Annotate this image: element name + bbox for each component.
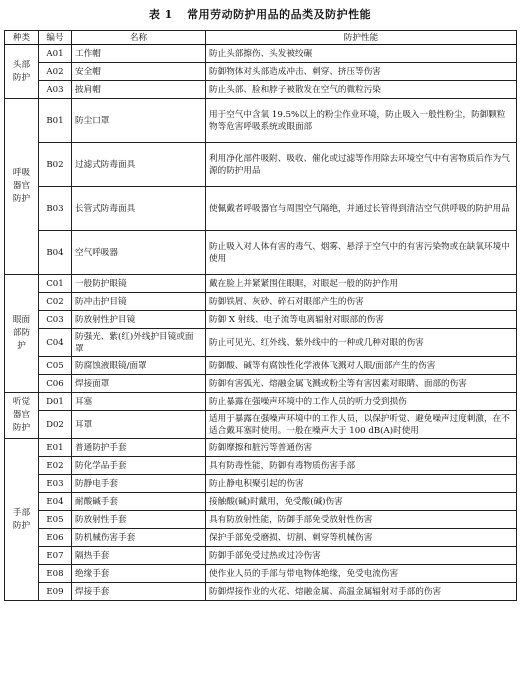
table-row	[5, 99, 517, 143]
code-cell: E05	[39, 511, 72, 529]
description-cell: 利用净化部件吸附、吸收、催化或过滤等作用除去环境空气中有害物质后作为气源的防护用品	[206, 143, 517, 187]
description-cell: 防御 X 射线、电子流等电离辐射对眼部的伤害	[206, 311, 517, 329]
table-row	[5, 439, 517, 457]
table-row	[5, 187, 517, 231]
table-row	[5, 329, 517, 357]
name-cell: 防化学品手套	[72, 457, 206, 475]
table-caption: 常用劳动防护用品的品类及防护性能	[187, 8, 372, 21]
description-cell: 防御焊接作业的火花、熔融金属、高温金属辐射对手部的伤害	[206, 583, 517, 601]
code-cell: E01	[39, 439, 72, 457]
description-cell: 防御有害弧光、熔融金属飞溅或粉尘等有害因素对眼睛、面部的伤害	[206, 375, 517, 393]
name-cell: 隔热手套	[72, 547, 206, 565]
description-cell: 接触酸(碱)时戴用，免受酸(碱)伤害	[206, 493, 517, 511]
name-cell: 空气呼吸器	[72, 231, 206, 275]
category-cell: 听觉器官防护	[5, 393, 39, 439]
category-cell: 呼吸器官防护	[5, 99, 39, 275]
description-cell: 保护手部免受磨损、切割、刺穿等机械伤害	[206, 529, 517, 547]
table-row	[5, 529, 517, 547]
category-cell: 眼面部防护	[5, 275, 39, 393]
name-cell: 过滤式防毒面具	[72, 143, 206, 187]
name-cell: 绝缘手套	[72, 565, 206, 583]
description-cell: 具有防毒性能，防御有毒物质伤害手部	[206, 457, 517, 475]
table-row	[5, 81, 517, 99]
description-cell: 防御酸、碱等有腐蚀性化学液体飞溅对人眼/面部产生的伤害	[206, 357, 517, 375]
description-cell: 适用于暴露在强噪声环境中的工作人员，以保护听觉、避免噪声过度刺激，在不适合戴耳塞时使用。一般在噪声大于 100 dB(A)时使用	[206, 411, 517, 439]
table-row	[5, 63, 517, 81]
description-cell: 防御摩擦和脏污等普通伤害	[206, 439, 517, 457]
table-row	[5, 275, 517, 293]
code-cell: C04	[39, 329, 72, 357]
table-row	[5, 45, 517, 63]
table-row	[5, 143, 517, 187]
description-cell: 防御物体对头部造成冲击、刺穿、挤压等伤害	[206, 63, 517, 81]
table-row	[5, 565, 517, 583]
name-cell: 防冲击护目镜	[72, 293, 206, 311]
table-row	[5, 231, 517, 275]
description-cell: 用于空气中含氧 19.5%以上的粉尘作业环境，防止吸入一般性粉尘，防御颗粒物等危害呼吸系统或眼面部	[206, 99, 517, 143]
code-cell: C02	[39, 293, 72, 311]
code-cell: D01	[39, 393, 72, 411]
code-cell: A01	[39, 45, 72, 63]
code-cell: B01	[39, 99, 72, 143]
name-cell: 耐酸碱手套	[72, 493, 206, 511]
header-category: 种类	[5, 31, 39, 45]
code-cell: C06	[39, 375, 72, 393]
description-cell: 防止吸入对人体有害的毒气、烟雾、悬浮于空气中的有害污染物或在缺氧环境中使用	[206, 231, 517, 275]
protection-table	[4, 30, 517, 601]
header-description: 防护性能	[206, 31, 517, 45]
table-row	[5, 457, 517, 475]
name-cell: 普通防护手套	[72, 439, 206, 457]
category-cell: 头部防护	[5, 45, 39, 99]
table-header-row	[5, 31, 517, 45]
code-cell: E02	[39, 457, 72, 475]
description-cell: 防止可见光、红外线、紫外线中的一种或几种对眼的伤害	[206, 329, 517, 357]
name-cell: 防尘口罩	[72, 99, 206, 143]
table-row	[5, 547, 517, 565]
code-cell: C03	[39, 311, 72, 329]
description-cell: 防止头部、脸和脖子被散发在空气的微粒污染	[206, 81, 517, 99]
name-cell: 焊接面罩	[72, 375, 206, 393]
description-cell: 防止头部擦伤、头发被绞碾	[206, 45, 517, 63]
description-cell: 戴在脸上并紧紧围住眼眶，对眼起一般的防护作用	[206, 275, 517, 293]
table-row	[5, 293, 517, 311]
code-cell: D02	[39, 411, 72, 439]
name-cell: 耳罩	[72, 411, 206, 439]
name-cell: 防强光、紫(红)外线护目镜或面罩	[72, 329, 206, 357]
table-row	[5, 375, 517, 393]
code-cell: B04	[39, 231, 72, 275]
table-number: 表 1	[148, 8, 173, 21]
description-cell: 防御铁屑、灰砂、碎石对眼部产生的伤害	[206, 293, 517, 311]
table-row	[5, 475, 517, 493]
description-cell: 防止静电积聚引起的伤害	[206, 475, 517, 493]
table-row	[5, 511, 517, 529]
table-body	[5, 45, 517, 601]
table-row	[5, 493, 517, 511]
name-cell: 防静电手套	[72, 475, 206, 493]
name-cell: 一般防护眼镜	[72, 275, 206, 293]
name-cell: 防放射性护目镜	[72, 311, 206, 329]
name-cell: 工作帽	[72, 45, 206, 63]
code-cell: B03	[39, 187, 72, 231]
table-row	[5, 583, 517, 601]
name-cell: 长管式防毒面具	[72, 187, 206, 231]
description-cell: 防御手部免受过热或过冷伤害	[206, 547, 517, 565]
table-title	[0, 6, 520, 22]
code-cell: E03	[39, 475, 72, 493]
table-row	[5, 411, 517, 439]
name-cell: 防机械伤害手套	[72, 529, 206, 547]
table-row	[5, 357, 517, 375]
code-cell: E08	[39, 565, 72, 583]
code-cell: C05	[39, 357, 72, 375]
code-cell: A02	[39, 63, 72, 81]
description-cell: 防止暴露在强噪声环境中的工作人员的听力受到损伤	[206, 393, 517, 411]
code-cell: B02	[39, 143, 72, 187]
name-cell: 防放射性手套	[72, 511, 206, 529]
code-cell: A03	[39, 81, 72, 99]
table-row	[5, 311, 517, 329]
header-code: 编号	[39, 31, 72, 45]
name-cell: 防腐蚀液眼镜/面罩	[72, 357, 206, 375]
category-cell: 手部防护	[5, 439, 39, 601]
code-cell: E06	[39, 529, 72, 547]
code-cell: C01	[39, 275, 72, 293]
header-name: 名称	[72, 31, 206, 45]
code-cell: E07	[39, 547, 72, 565]
description-cell: 使作业人员的手部与带电物体绝缘，免受电流伤害	[206, 565, 517, 583]
name-cell: 焊接手套	[72, 583, 206, 601]
code-cell: E09	[39, 583, 72, 601]
name-cell: 安全帽	[72, 63, 206, 81]
name-cell: 耳塞	[72, 393, 206, 411]
name-cell: 披肩帽	[72, 81, 206, 99]
code-cell: E04	[39, 493, 72, 511]
description-cell: 使佩戴者呼吸器官与周围空气隔绝，并通过长管得到清洁空气供呼吸的防护用品	[206, 187, 517, 231]
description-cell: 具有防放射性能，防御手部免受放射性伤害	[206, 511, 517, 529]
table-row	[5, 393, 517, 411]
